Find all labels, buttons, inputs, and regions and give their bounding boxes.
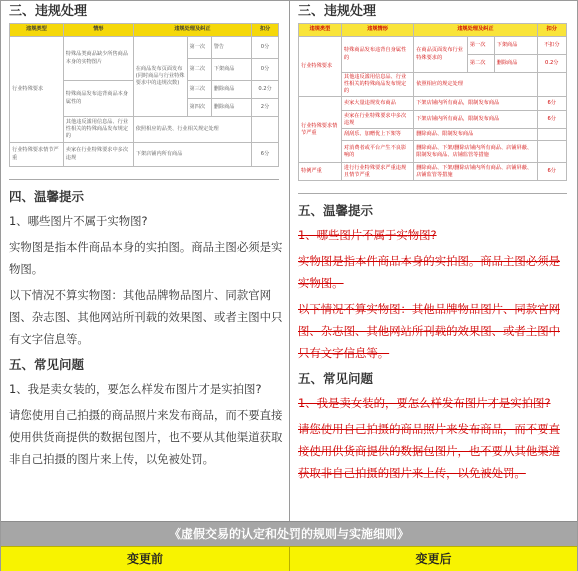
- violation-table-wrap: [298, 23, 567, 194]
- table-header-row: [10, 24, 279, 37]
- cell-points: 0分: [252, 59, 279, 81]
- cell-points: 不扣分: [537, 37, 567, 55]
- tip-question: 1、哪些图片不属于实物图?: [9, 214, 148, 228]
- cell-action: 警告: [211, 37, 251, 59]
- cell-situation: 卖家大量违规发布商品: [341, 97, 413, 111]
- cell-type: 行业特殊要求情节严重: [299, 97, 342, 163]
- cell-situation: 对消费者或平台产生不良影响的: [341, 141, 413, 163]
- cell-action: 删除商品: [211, 99, 251, 117]
- header-action: 违规处理及纠正: [133, 24, 251, 37]
- table-row: [299, 163, 567, 181]
- cell-level: 第三次: [187, 81, 211, 99]
- header-points: 扣分: [252, 24, 279, 37]
- cell-type: 行业特殊要求情节严重: [10, 143, 64, 167]
- cell-type: 行业特殊要求: [10, 37, 64, 143]
- cell-points: [537, 73, 567, 97]
- comparison-footer: [1, 546, 577, 571]
- faq-section-title: 五、常见问题: [298, 371, 374, 387]
- violation-table: [9, 23, 279, 167]
- cell-points: 6分: [537, 97, 567, 111]
- cell-situation: 卖家在行业特殊要求中多次违规: [341, 111, 413, 129]
- cell-points: 0分: [252, 37, 279, 59]
- cell-detail: 在商品发布页面发布(同时商品与行业特殊要求中的违规次数): [133, 37, 187, 117]
- cell-detail: 删除商品、下架/删除店铺内所有商品、店铺屏蔽、限制发布商品、店铺监管等措施: [414, 141, 537, 163]
- cell-detail: 删除商品、限制发布商品: [414, 129, 537, 141]
- tip-answer: 以下情况不算实物图：其他品牌物品图片、同款官网图、杂志图、其他网站所刊载的效果图、或者主图中只有文字信息等。: [9, 288, 283, 346]
- before-column: [1, 1, 290, 521]
- faq-answer: 请您使用自己拍摄的商品照片来发布商品，而不要直接使用供货商提供的数据包图片，也不要从其他渠道获取非自己拍摄的图片来上传，以免被处罚。: [298, 422, 560, 481]
- cell-type: 特例严重: [299, 163, 342, 181]
- header-points: 扣分: [537, 24, 567, 37]
- faq-answer: 请您使用自己拍摄的商品照片来发布商品，而不要直接使用供货商提供的数据包图片，也不要从其他渠道获取非自己拍摄的图片来上传，以免被处罚。: [9, 408, 283, 466]
- cell-action: 删除商品: [494, 55, 537, 73]
- header-type: 违规类型: [299, 24, 342, 37]
- violation-section-title: 三、违规处理: [298, 4, 377, 19]
- cell-situation: 特殊品类商品缺少所售商品本身的实物图片: [63, 37, 133, 81]
- cell-action: 下架商品: [494, 37, 537, 55]
- faq-section-title: 五、常见问题: [9, 357, 85, 372]
- cell-detail: 依照相应的规定处理: [414, 73, 537, 97]
- cell-points: 6分: [537, 111, 567, 129]
- cell-action: 删除商品: [211, 81, 251, 99]
- header-action: 违规处理及纠正: [414, 24, 537, 37]
- cell-points: [537, 141, 567, 163]
- cell-action: 下架商品: [211, 59, 251, 81]
- tip-answer: 以下情况不算实物图：其他品牌物品图片、同款官网图、杂志图、其他网站所刊载的效果图、或者主图中只有文字信息等。: [298, 302, 560, 361]
- tip-answer: 实物图是指本件商品本身的实拍图。商品主图必须是实物图。: [298, 254, 560, 291]
- cell-points: [537, 129, 567, 141]
- cell-points: 0.2分: [537, 55, 567, 73]
- cell-points: 6分: [537, 163, 567, 181]
- tips-section-title: 五、温馨提示: [298, 203, 374, 219]
- cell-situation: 其他违反滥用信息品、行业性相关的特殊商品发布规定的: [63, 117, 133, 143]
- cell-points: 2分: [252, 99, 279, 117]
- cell-situation: 其他违反滥用信息品、行业性相关的特殊商品发布规定的: [341, 73, 413, 97]
- header-situation: 情形: [63, 24, 133, 37]
- faq-question: 1、我是卖女装的，要怎么样发布图片才是实拍图?: [9, 382, 262, 396]
- cell-detail: 下架店铺内所有商品: [133, 143, 251, 167]
- cell-level: 第二次: [187, 59, 211, 81]
- table-row: [299, 37, 567, 55]
- header-type: 违规类型: [10, 24, 64, 37]
- cell-detail: 依照相应的品类、行业相关规定处理: [133, 117, 251, 143]
- after-label: 变更后: [415, 552, 452, 566]
- cell-level: 第一次: [467, 37, 494, 55]
- tip-answer: 实物图是指本件商品本身的实拍图。商品主图必须是实物图。: [9, 240, 283, 276]
- cell-detail: 下架店铺内所有商品，限制发布商品: [414, 111, 537, 129]
- before-label: 变更前: [1, 547, 290, 571]
- cell-situation: 卖家在行业特殊要求中多次违规: [63, 143, 133, 167]
- cell-situation: 刮刮乐、加赠优上下架等: [341, 129, 413, 141]
- faq-body-removed: [298, 392, 571, 484]
- header-situation: 违规情形: [341, 24, 413, 37]
- cell-level: 第一次: [187, 37, 211, 59]
- cell-situation: 特殊商品发布违背自身属性的: [341, 37, 413, 73]
- faq-question: 1、我是卖女装的，要怎么样发布图片才是实拍图?: [298, 396, 551, 411]
- cell-level: 第四次: [187, 99, 211, 117]
- cell-type: 行业特殊要求: [299, 37, 342, 97]
- table-row: [10, 143, 279, 167]
- faq-body: [9, 378, 283, 470]
- cell-level: 第二次: [467, 55, 494, 73]
- cell-points: [252, 117, 279, 143]
- cell-detail: 下架店铺内所有商品，限制发布商品: [414, 97, 537, 111]
- violation-table-wrap: [9, 23, 279, 180]
- table-row: [299, 97, 567, 111]
- tips-section-title: 四、温馨提示: [9, 189, 85, 204]
- after-column: [290, 1, 577, 521]
- table-row: [10, 37, 279, 59]
- cell-points: 0.2分: [252, 81, 279, 99]
- cell-detail: 删除商品、下架/删除店铺内所有商品、店铺屏蔽、店铺监管等措施: [414, 163, 537, 181]
- cell-situation: 特殊商品发布违背商品本身属性的: [63, 81, 133, 117]
- violation-section-title: 三、违规处理: [9, 4, 88, 19]
- tip-question: 1、哪些图片不属于实物图?: [298, 228, 437, 243]
- cell-detail: 在商品页面发布行业特殊要求的: [414, 37, 468, 73]
- violation-table: [298, 23, 567, 181]
- rule-title-banner: 《虚假交易的认定和处罚的规则与实施细则》: [1, 521, 577, 546]
- tips-body-removed: [298, 224, 571, 364]
- cell-situation: 进行行业特殊要求严重违规且情节严重: [341, 163, 413, 181]
- table-header-row: [299, 24, 567, 37]
- cell-points: 6分: [252, 143, 279, 167]
- tips-body: [9, 210, 283, 350]
